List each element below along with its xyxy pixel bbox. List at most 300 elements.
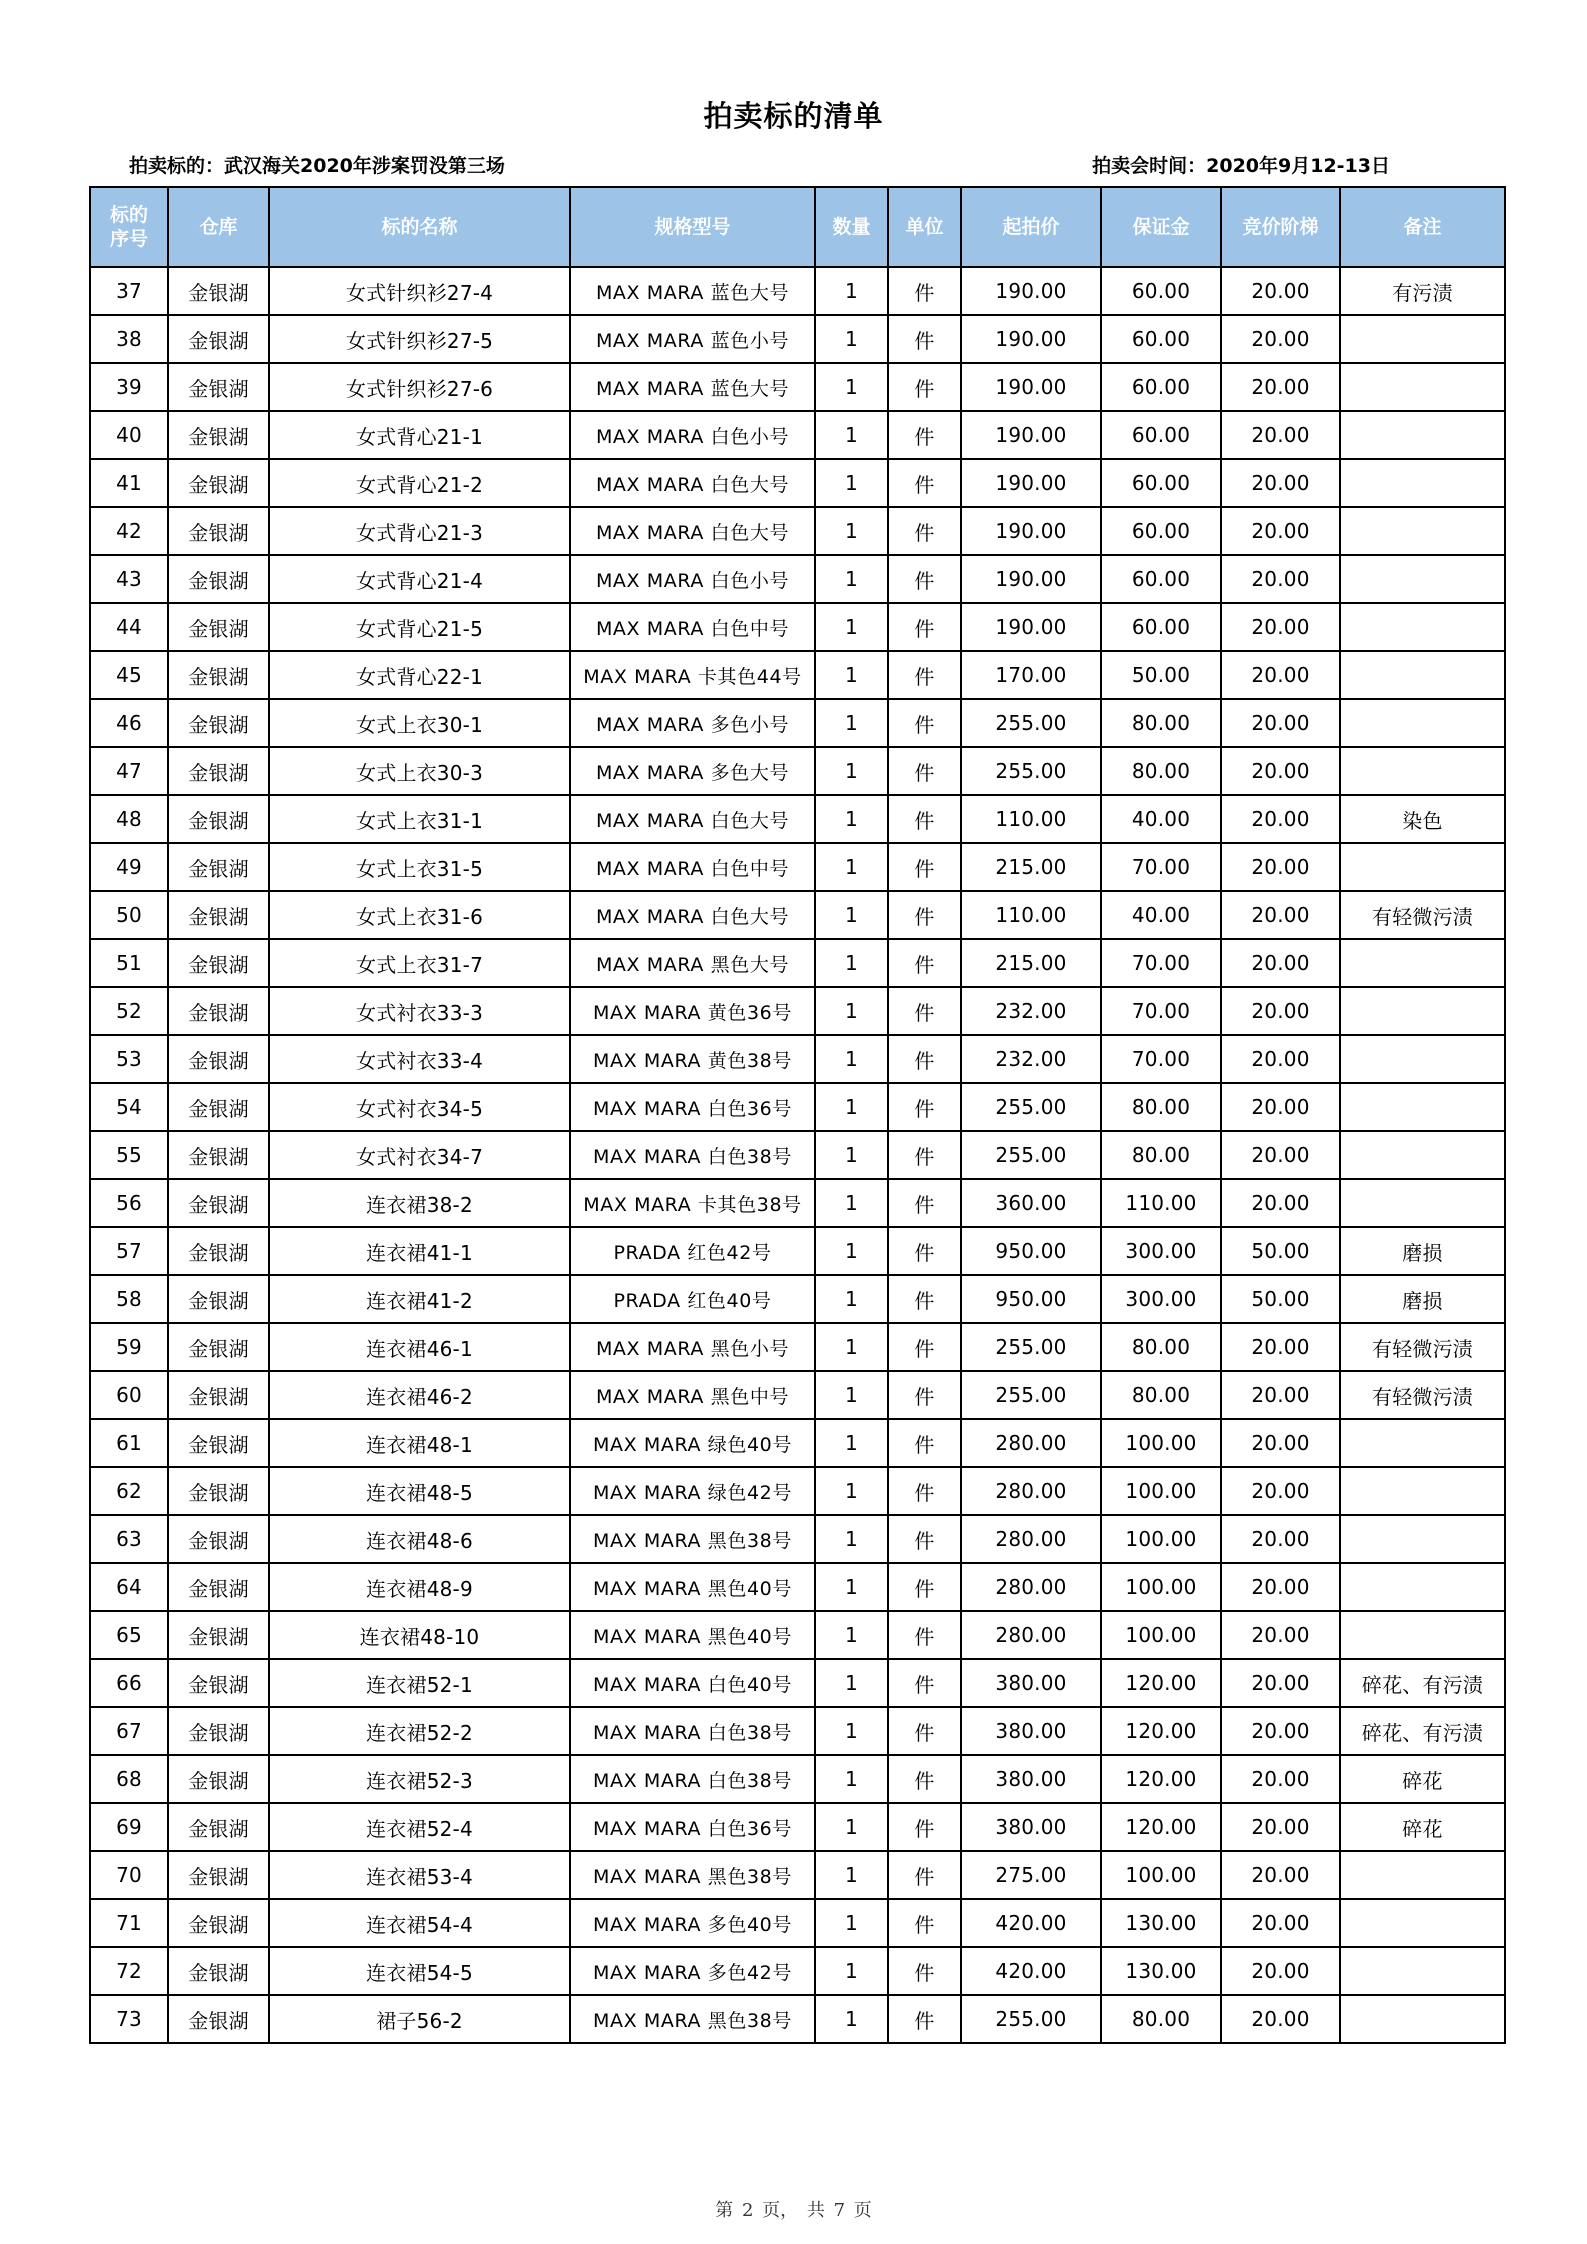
cell-qty: 1 [815,1563,888,1611]
cell-remark [1340,603,1505,651]
cell-name: 女式上衣31-5 [269,843,570,891]
cell-bid-step: 20.00 [1221,1371,1340,1419]
cell-warehouse: 金银湖 [168,1659,269,1707]
cell-unit: 件 [888,1467,961,1515]
cell-qty: 1 [815,939,888,987]
cell-remark: 碎花、有污渍 [1340,1707,1505,1755]
cell-bid-step: 20.00 [1221,1179,1340,1227]
cell-name: 女式背心21-1 [269,411,570,459]
cell-name: 连衣裙46-2 [269,1371,570,1419]
col-header-name: 标的名称 [269,187,570,267]
table-header-row [90,187,1505,267]
cell-qty: 1 [815,1755,888,1803]
cell-name: 女式上衣31-6 [269,891,570,939]
cell-name: 女式背心21-4 [269,555,570,603]
cell-index: 45 [90,651,168,699]
cell-spec: MAX MARA 黑色38号 [570,1995,815,2043]
col-header-qty: 数量 [815,187,888,267]
cell-unit: 件 [888,1995,961,2043]
cell-qty: 1 [815,603,888,651]
auction-time: 拍卖会时间：2020年9月12-13日 [1092,155,1390,177]
cell-remark [1340,1035,1505,1083]
cell-bid-step: 20.00 [1221,747,1340,795]
cell-start-price: 190.00 [961,315,1101,363]
cell-unit: 件 [888,507,961,555]
cell-start-price: 380.00 [961,1803,1101,1851]
cell-spec: MAX MARA 多色大号 [570,747,815,795]
cell-name: 连衣裙41-1 [269,1227,570,1275]
cell-index: 54 [90,1083,168,1131]
cell-start-price: 255.00 [961,1131,1101,1179]
table-row [90,747,1505,795]
cell-remark [1340,1995,1505,2043]
cell-remark: 磨损 [1340,1227,1505,1275]
cell-index: 38 [90,315,168,363]
cell-qty: 1 [815,1131,888,1179]
table-row [90,1755,1505,1803]
cell-deposit: 60.00 [1101,363,1221,411]
cell-remark [1340,411,1505,459]
cell-bid-step: 20.00 [1221,1995,1340,2043]
cell-deposit: 80.00 [1101,747,1221,795]
cell-bid-step: 20.00 [1221,1755,1340,1803]
cell-remark [1340,1851,1505,1899]
cell-qty: 1 [815,1947,888,1995]
cell-spec: MAX MARA 白色小号 [570,411,815,459]
cell-bid-step: 20.00 [1221,1659,1340,1707]
cell-deposit: 60.00 [1101,507,1221,555]
cell-deposit: 120.00 [1101,1803,1221,1851]
cell-warehouse: 金银湖 [168,1323,269,1371]
cell-spec: MAX MARA 黄色36号 [570,987,815,1035]
cell-unit: 件 [888,987,961,1035]
cell-remark [1340,1611,1505,1659]
cell-start-price: 232.00 [961,1035,1101,1083]
cell-warehouse: 金银湖 [168,1083,269,1131]
cell-warehouse: 金银湖 [168,1899,269,1947]
cell-start-price: 170.00 [961,651,1101,699]
cell-spec: MAX MARA 白色40号 [570,1659,815,1707]
col-header-unit: 单位 [888,187,961,267]
cell-qty: 1 [815,1707,888,1755]
cell-name: 连衣裙54-5 [269,1947,570,1995]
cell-unit: 件 [888,1899,961,1947]
cell-unit: 件 [888,1131,961,1179]
cell-warehouse: 金银湖 [168,1947,269,1995]
cell-remark: 碎花 [1340,1755,1505,1803]
cell-qty: 1 [815,1611,888,1659]
cell-unit: 件 [888,1851,961,1899]
cell-index: 71 [90,1899,168,1947]
cell-deposit: 40.00 [1101,891,1221,939]
table-row [90,315,1505,363]
cell-start-price: 380.00 [961,1755,1101,1803]
cell-start-price: 280.00 [961,1515,1101,1563]
cell-qty: 1 [815,1803,888,1851]
cell-deposit: 70.00 [1101,843,1221,891]
cell-start-price: 190.00 [961,267,1101,315]
cell-qty: 1 [815,795,888,843]
cell-warehouse: 金银湖 [168,363,269,411]
cell-start-price: 110.00 [961,795,1101,843]
cell-unit: 件 [888,1611,961,1659]
cell-bid-step: 20.00 [1221,1035,1340,1083]
cell-deposit: 120.00 [1101,1659,1221,1707]
cell-bid-step: 20.00 [1221,1131,1340,1179]
cell-index: 43 [90,555,168,603]
cell-bid-step: 50.00 [1221,1227,1340,1275]
cell-bid-step: 50.00 [1221,1275,1340,1323]
cell-unit: 件 [888,603,961,651]
cell-deposit: 50.00 [1101,651,1221,699]
cell-spec: MAX MARA 黑色小号 [570,1323,815,1371]
cell-index: 58 [90,1275,168,1323]
cell-name: 连衣裙48-9 [269,1563,570,1611]
cell-qty: 1 [815,411,888,459]
cell-warehouse: 金银湖 [168,1803,269,1851]
cell-qty: 1 [815,315,888,363]
cell-name: 女式上衣31-1 [269,795,570,843]
table-row [90,843,1505,891]
cell-unit: 件 [888,411,961,459]
table-row [90,555,1505,603]
document-title: 拍卖标的清单 [703,99,884,133]
cell-bid-step: 20.00 [1221,987,1340,1035]
cell-start-price: 275.00 [961,1851,1101,1899]
cell-index: 47 [90,747,168,795]
cell-index: 67 [90,1707,168,1755]
cell-index: 61 [90,1419,168,1467]
cell-deposit: 60.00 [1101,315,1221,363]
cell-spec: MAX MARA 黑色中号 [570,1371,815,1419]
cell-bid-step: 20.00 [1221,1515,1340,1563]
cell-warehouse: 金银湖 [168,1035,269,1083]
cell-qty: 1 [815,459,888,507]
table-row [90,1419,1505,1467]
cell-deposit: 60.00 [1101,555,1221,603]
cell-spec: MAX MARA 黑色40号 [570,1611,815,1659]
cell-name: 女式背心21-2 [269,459,570,507]
cell-spec: MAX MARA 黑色大号 [570,939,815,987]
cell-deposit: 130.00 [1101,1947,1221,1995]
cell-warehouse: 金银湖 [168,987,269,1035]
cell-bid-step: 20.00 [1221,507,1340,555]
cell-remark: 碎花、有污渍 [1340,1659,1505,1707]
cell-spec: MAX MARA 白色36号 [570,1083,815,1131]
cell-qty: 1 [815,1995,888,2043]
cell-qty: 1 [815,1659,888,1707]
cell-remark [1340,363,1505,411]
cell-spec: MAX MARA 绿色40号 [570,1419,815,1467]
cell-bid-step: 20.00 [1221,1563,1340,1611]
cell-deposit: 100.00 [1101,1419,1221,1467]
cell-index: 37 [90,267,168,315]
cell-remark [1340,1419,1505,1467]
table-row [90,363,1505,411]
cell-bid-step: 20.00 [1221,891,1340,939]
cell-name: 连衣裙41-2 [269,1275,570,1323]
cell-index: 62 [90,1467,168,1515]
col-header-bid-step: 竞价阶梯 [1221,187,1340,267]
cell-bid-step: 20.00 [1221,1419,1340,1467]
cell-name: 连衣裙53-4 [269,1851,570,1899]
col-header-remark: 备注 [1340,187,1505,267]
cell-deposit: 120.00 [1101,1707,1221,1755]
cell-index: 63 [90,1515,168,1563]
col-header-start-price: 起拍价 [961,187,1101,267]
cell-remark [1340,651,1505,699]
cell-start-price: 950.00 [961,1275,1101,1323]
cell-index: 39 [90,363,168,411]
cell-start-price: 190.00 [961,363,1101,411]
cell-warehouse: 金银湖 [168,843,269,891]
cell-name: 连衣裙52-2 [269,1707,570,1755]
cell-deposit: 70.00 [1101,939,1221,987]
table-row [90,1899,1505,1947]
cell-qty: 1 [815,1035,888,1083]
cell-deposit: 100.00 [1101,1611,1221,1659]
cell-deposit: 60.00 [1101,459,1221,507]
cell-deposit: 60.00 [1101,603,1221,651]
table-row [90,507,1505,555]
cell-warehouse: 金银湖 [168,1995,269,2043]
table-row [90,1851,1505,1899]
cell-name: 女式针织衫27-5 [269,315,570,363]
cell-spec: MAX MARA 蓝色大号 [570,363,815,411]
cell-bid-step: 20.00 [1221,1611,1340,1659]
cell-start-price: 190.00 [961,459,1101,507]
table-row [90,459,1505,507]
cell-deposit: 300.00 [1101,1275,1221,1323]
cell-deposit: 80.00 [1101,1371,1221,1419]
cell-start-price: 950.00 [961,1227,1101,1275]
cell-start-price: 280.00 [961,1611,1101,1659]
cell-start-price: 255.00 [961,699,1101,747]
cell-bid-step: 20.00 [1221,1707,1340,1755]
cell-index: 42 [90,507,168,555]
cell-remark: 有轻微污渍 [1340,1371,1505,1419]
cell-warehouse: 金银湖 [168,267,269,315]
cell-warehouse: 金银湖 [168,1275,269,1323]
cell-start-price: 215.00 [961,843,1101,891]
cell-index: 66 [90,1659,168,1707]
table-row [90,987,1505,1035]
cell-bid-step: 20.00 [1221,1323,1340,1371]
cell-warehouse: 金银湖 [168,1371,269,1419]
cell-warehouse: 金银湖 [168,891,269,939]
cell-deposit: 100.00 [1101,1851,1221,1899]
cell-remark [1340,1179,1505,1227]
cell-deposit: 60.00 [1101,411,1221,459]
cell-qty: 1 [815,1275,888,1323]
cell-remark: 有轻微污渍 [1340,891,1505,939]
cell-unit: 件 [888,795,961,843]
cell-bid-step: 20.00 [1221,1851,1340,1899]
cell-spec: MAX MARA 白色大号 [570,795,815,843]
table-row [90,1611,1505,1659]
table-row [90,891,1505,939]
table-row [90,1563,1505,1611]
cell-deposit: 130.00 [1101,1899,1221,1947]
cell-unit: 件 [888,939,961,987]
cell-unit: 件 [888,1707,961,1755]
cell-name: 连衣裙38-2 [269,1179,570,1227]
cell-deposit: 70.00 [1101,987,1221,1035]
cell-warehouse: 金银湖 [168,1131,269,1179]
cell-unit: 件 [888,555,961,603]
cell-spec: MAX MARA 绿色42号 [570,1467,815,1515]
cell-qty: 1 [815,1371,888,1419]
table-row [90,1467,1505,1515]
cell-deposit: 80.00 [1101,699,1221,747]
cell-unit: 件 [888,459,961,507]
cell-start-price: 380.00 [961,1659,1101,1707]
cell-remark: 碎花 [1340,1803,1505,1851]
cell-bid-step: 20.00 [1221,1899,1340,1947]
cell-remark [1340,1947,1505,1995]
cell-index: 52 [90,987,168,1035]
cell-unit: 件 [888,315,961,363]
cell-spec: MAX MARA 白色大号 [570,459,815,507]
cell-remark [1340,843,1505,891]
cell-remark [1340,1563,1505,1611]
cell-spec: MAX MARA 白色38号 [570,1707,815,1755]
cell-start-price: 360.00 [961,1179,1101,1227]
cell-name: 女式衬衣33-3 [269,987,570,1035]
cell-spec: MAX MARA 白色中号 [570,843,815,891]
table-row [90,651,1505,699]
cell-unit: 件 [888,1515,961,1563]
cell-start-price: 420.00 [961,1947,1101,1995]
cell-deposit: 100.00 [1101,1515,1221,1563]
cell-spec: MAX MARA 多色40号 [570,1899,815,1947]
cell-start-price: 280.00 [961,1563,1101,1611]
cell-bid-step: 20.00 [1221,267,1340,315]
col-header-warehouse: 仓库 [168,187,269,267]
table-body [90,267,1505,2043]
cell-unit: 件 [888,1419,961,1467]
cell-bid-step: 20.00 [1221,651,1340,699]
cell-warehouse: 金银湖 [168,603,269,651]
cell-start-price: 255.00 [961,1371,1101,1419]
cell-spec: MAX MARA 黑色38号 [570,1851,815,1899]
cell-index: 53 [90,1035,168,1083]
cell-qty: 1 [815,267,888,315]
cell-bid-step: 20.00 [1221,795,1340,843]
cell-qty: 1 [815,555,888,603]
cell-remark [1340,315,1505,363]
cell-start-price: 232.00 [961,987,1101,1035]
page-footer: 第 2 页， 共 7 页 [715,2200,872,2221]
cell-warehouse: 金银湖 [168,1563,269,1611]
cell-warehouse: 金银湖 [168,1419,269,1467]
cell-spec: MAX MARA 白色小号 [570,555,815,603]
cell-bid-step: 20.00 [1221,1083,1340,1131]
cell-qty: 1 [815,891,888,939]
cell-qty: 1 [815,507,888,555]
cell-unit: 件 [888,1803,961,1851]
cell-index: 49 [90,843,168,891]
cell-name: 女式上衣30-1 [269,699,570,747]
cell-remark [1340,939,1505,987]
table-row [90,267,1505,315]
cell-unit: 件 [888,1083,961,1131]
cell-qty: 1 [815,1899,888,1947]
cell-warehouse: 金银湖 [168,651,269,699]
table-row [90,1227,1505,1275]
cell-warehouse: 金银湖 [168,1851,269,1899]
table-row [90,1947,1505,1995]
cell-start-price: 380.00 [961,1707,1101,1755]
cell-unit: 件 [888,1371,961,1419]
cell-unit: 件 [888,1035,961,1083]
cell-spec: PRADA 红色40号 [570,1275,815,1323]
cell-unit: 件 [888,363,961,411]
cell-warehouse: 金银湖 [168,699,269,747]
cell-deposit: 80.00 [1101,1995,1221,2043]
cell-qty: 1 [815,363,888,411]
cell-name: 女式衬衣34-7 [269,1131,570,1179]
cell-deposit: 80.00 [1101,1083,1221,1131]
cell-bid-step: 20.00 [1221,843,1340,891]
cell-index: 51 [90,939,168,987]
cell-index: 69 [90,1803,168,1851]
cell-index: 44 [90,603,168,651]
cell-warehouse: 金银湖 [168,747,269,795]
cell-remark [1340,1467,1505,1515]
cell-spec: MAX MARA 卡其色44号 [570,651,815,699]
cell-name: 女式针织衫27-6 [269,363,570,411]
cell-qty: 1 [815,747,888,795]
cell-index: 72 [90,1947,168,1995]
cell-remark [1340,987,1505,1035]
cell-start-price: 190.00 [961,555,1101,603]
cell-spec: MAX MARA 白色中号 [570,603,815,651]
cell-name: 女式衬衣34-5 [269,1083,570,1131]
cell-qty: 1 [815,1467,888,1515]
cell-spec: PRADA 红色42号 [570,1227,815,1275]
cell-index: 48 [90,795,168,843]
table-row [90,1371,1505,1419]
cell-spec: MAX MARA 白色36号 [570,1803,815,1851]
cell-bid-step: 20.00 [1221,1467,1340,1515]
table-row [90,1035,1505,1083]
table-row [90,1275,1505,1323]
cell-index: 59 [90,1323,168,1371]
cell-index: 70 [90,1851,168,1899]
col-header-index-line2: 序号 [109,228,148,250]
cell-remark: 磨损 [1340,1275,1505,1323]
cell-warehouse: 金银湖 [168,795,269,843]
cell-index: 57 [90,1227,168,1275]
cell-remark [1340,747,1505,795]
cell-index: 41 [90,459,168,507]
cell-start-price: 420.00 [961,1899,1101,1947]
cell-bid-step: 20.00 [1221,1803,1340,1851]
cell-unit: 件 [888,1275,961,1323]
cell-unit: 件 [888,1659,961,1707]
cell-unit: 件 [888,843,961,891]
cell-warehouse: 金银湖 [168,315,269,363]
cell-name: 女式上衣31-7 [269,939,570,987]
cell-warehouse: 金银湖 [168,1707,269,1755]
cell-spec: MAX MARA 白色大号 [570,891,815,939]
cell-spec: MAX MARA 白色大号 [570,507,815,555]
cell-warehouse: 金银湖 [168,939,269,987]
cell-remark [1340,1899,1505,1947]
cell-spec: MAX MARA 卡其色38号 [570,1179,815,1227]
cell-index: 65 [90,1611,168,1659]
